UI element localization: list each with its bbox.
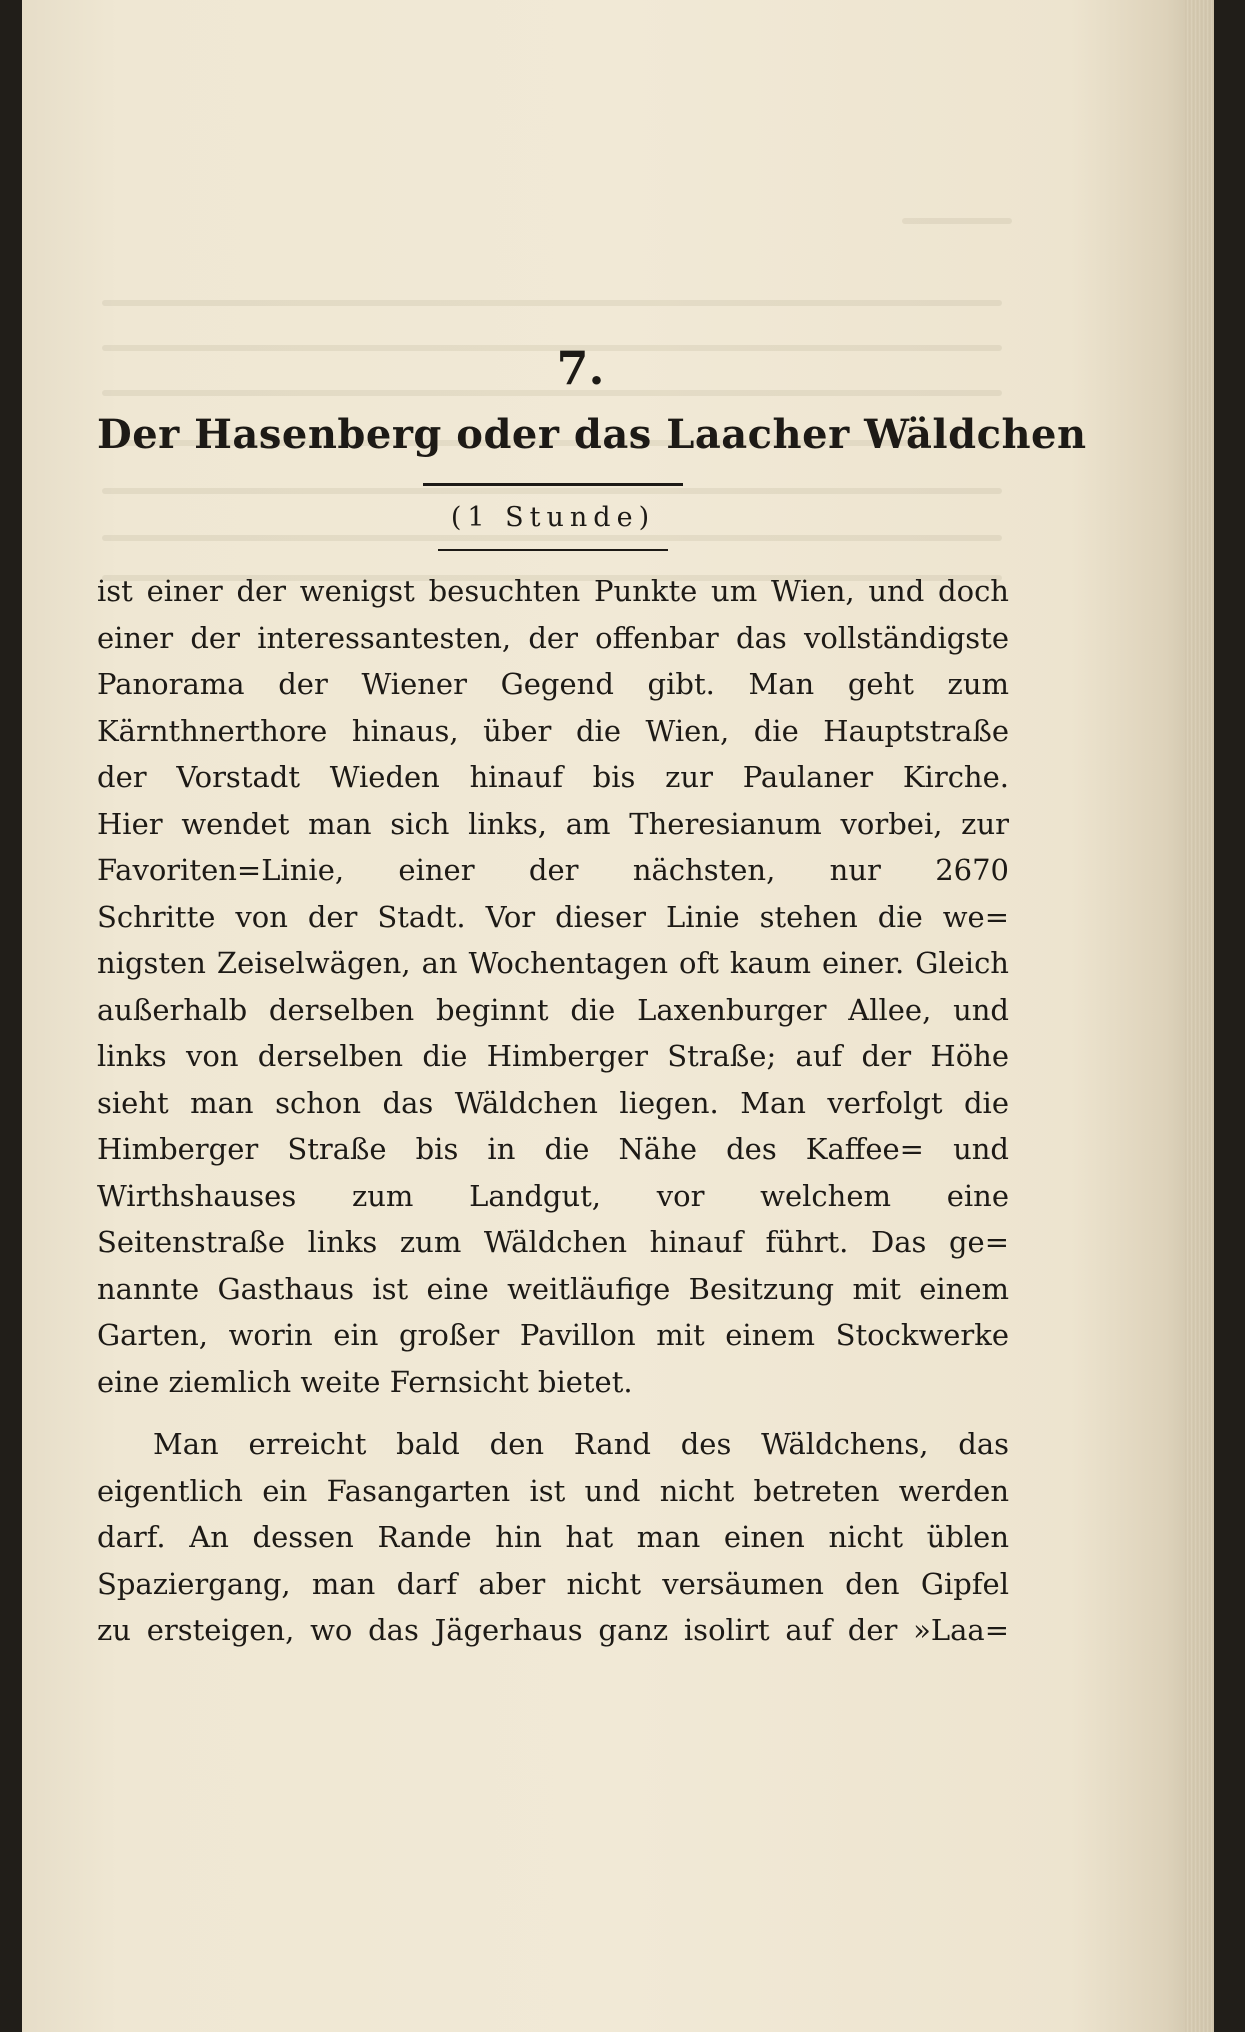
text-line: Man erreicht bald den Rand des Wäldchens, das: [153, 1427, 1009, 1461]
body-paragraph-2: [97, 1421, 1009, 1654]
text-line: sieht man schon das Wäldchen liegen. Man verfolgt die: [97, 1085, 1009, 1120]
text-line: Wirthshauses zum Landgut, vor welchem eine: [97, 1178, 1009, 1213]
duration-divider: [438, 549, 668, 551]
text-line: Favoriten=Linie, einer der nächsten, nur 2670: [97, 853, 1009, 887]
text-line: links von derselben die Himberger Straße; auf der Höhe: [97, 1039, 1009, 1073]
text-line: nigsten Zeiselwägen, an Wochentagen oft kaum einer. Gleich: [97, 946, 1009, 980]
book-page: [22, 0, 1214, 2032]
text-line: außerhalb derselben beginnt die Laxenburger Allee, und: [97, 992, 1009, 1027]
text-line: eine ziemlich weite Fernsicht bietet.: [97, 1364, 633, 1399]
body-paragraph-1: [97, 568, 1009, 1405]
text-line: nannte Gasthaus ist eine weitläufige Besitzung mit einem: [97, 1271, 1009, 1306]
text-line: Spaziergang, man darf aber nicht versäumen den Gipfel: [97, 1566, 1009, 1601]
text-line: darf. An dessen Rande hin hat man einen nicht üblen: [97, 1520, 1009, 1554]
text-line: einer der interessantesten, der offenbar das vollständigste: [97, 620, 1009, 655]
text-line: Himberger Straße bis in die Nähe des Kaffee= und: [97, 1132, 1009, 1166]
page-edge: [1184, 0, 1214, 2032]
chapter-title: Der Hasenberg oder das Laacher Wäldchen: [97, 411, 1087, 458]
text-line: Garten, worin ein großer Pavillon mit einem Stockwerke: [97, 1318, 1009, 1352]
text-line: Schritte von der Stadt. Vor dieser Linie stehen die we=: [97, 899, 1009, 934]
text-line: Kärnthnerthore hinaus, über die Wien, die Hauptstraße: [97, 713, 1009, 748]
text-line: Panorama der Wiener Gegend gibt. Man geht zum: [97, 667, 1009, 701]
text-line: der Vorstadt Wieden hinauf bis zur Paulaner Kirche.: [97, 760, 1009, 794]
chapter-number: 7.: [556, 341, 605, 395]
text-line: eigentlich ein Fasangarten ist und nicht betreten werden: [97, 1473, 1009, 1508]
text-line: zu ersteigen, wo das Jägerhaus ganz isolirt auf der »Laa=: [97, 1613, 1009, 1647]
page-content: [97, 341, 1087, 1654]
text-line: ist einer der wenigst besuchten Punkte um Wien, und doch: [97, 574, 1009, 608]
text-line: Seitenstraße links zum Wäldchen hinauf führt. Das ge=: [97, 1225, 1009, 1259]
text-line: Hier wendet man sich links, am Theresianum vorbei, zur: [97, 806, 1009, 841]
title-divider: [423, 483, 683, 486]
chapter-duration: (1 Stunde): [450, 502, 656, 533]
